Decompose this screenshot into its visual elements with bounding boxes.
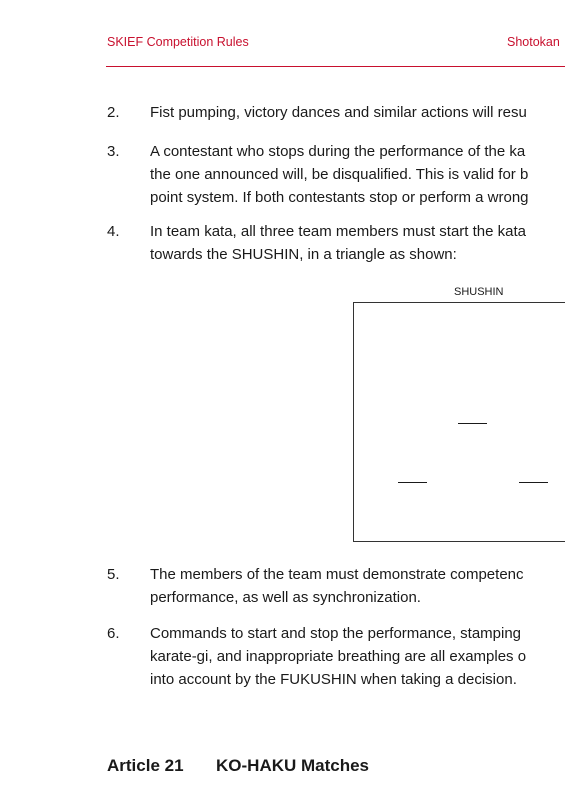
shushin-label: SHUSHIN xyxy=(454,286,504,298)
rule-text-line: Fist pumping, victory dances and similar actions will resu xyxy=(150,104,527,121)
rule-text-line: the one announced will, be disqualified. This is valid for b xyxy=(150,166,529,183)
rule-text-line: performance, as well as synchronization. xyxy=(150,589,421,606)
rule-number: 2. xyxy=(107,104,120,121)
rule-number: 5. xyxy=(107,566,120,583)
rule-text-line: Commands to start and stop the performance, stamping xyxy=(150,625,522,642)
rule-text-line: point system. If both contestants stop or perform a wrong xyxy=(150,189,529,206)
article-number: Article 21 xyxy=(107,756,184,775)
rule-text-line: In team kata, all three team members must start the kata xyxy=(150,223,526,240)
team-member-mark-front xyxy=(458,423,487,424)
rule-text-line: towards the SHUSHIN, in a triangle as shown: xyxy=(150,246,457,263)
rule-text-line: karate-gi, and inappropriate breathing are all examples o xyxy=(150,648,527,665)
rule-number: 4. xyxy=(107,223,120,240)
header-divider xyxy=(106,66,565,67)
rule-number: 6. xyxy=(107,625,120,642)
header-title: SKIEF Competition Rules xyxy=(107,35,249,49)
rule-text-line: The members of the team must demonstrate competenc xyxy=(150,566,524,583)
article-title: KO-HAKU Matches xyxy=(216,756,370,775)
rule-text-line: into account by the FUKUSHIN when taking a decision. xyxy=(150,671,517,688)
team-member-mark-right xyxy=(519,482,548,483)
rule-number: 3. xyxy=(107,143,120,160)
diagram-frame xyxy=(353,302,565,542)
team-member-mark-left xyxy=(398,482,427,483)
rule-text-line: A contestant who stops during the performance of the ka xyxy=(150,143,526,160)
header-style-name: Shotokan xyxy=(507,35,560,49)
